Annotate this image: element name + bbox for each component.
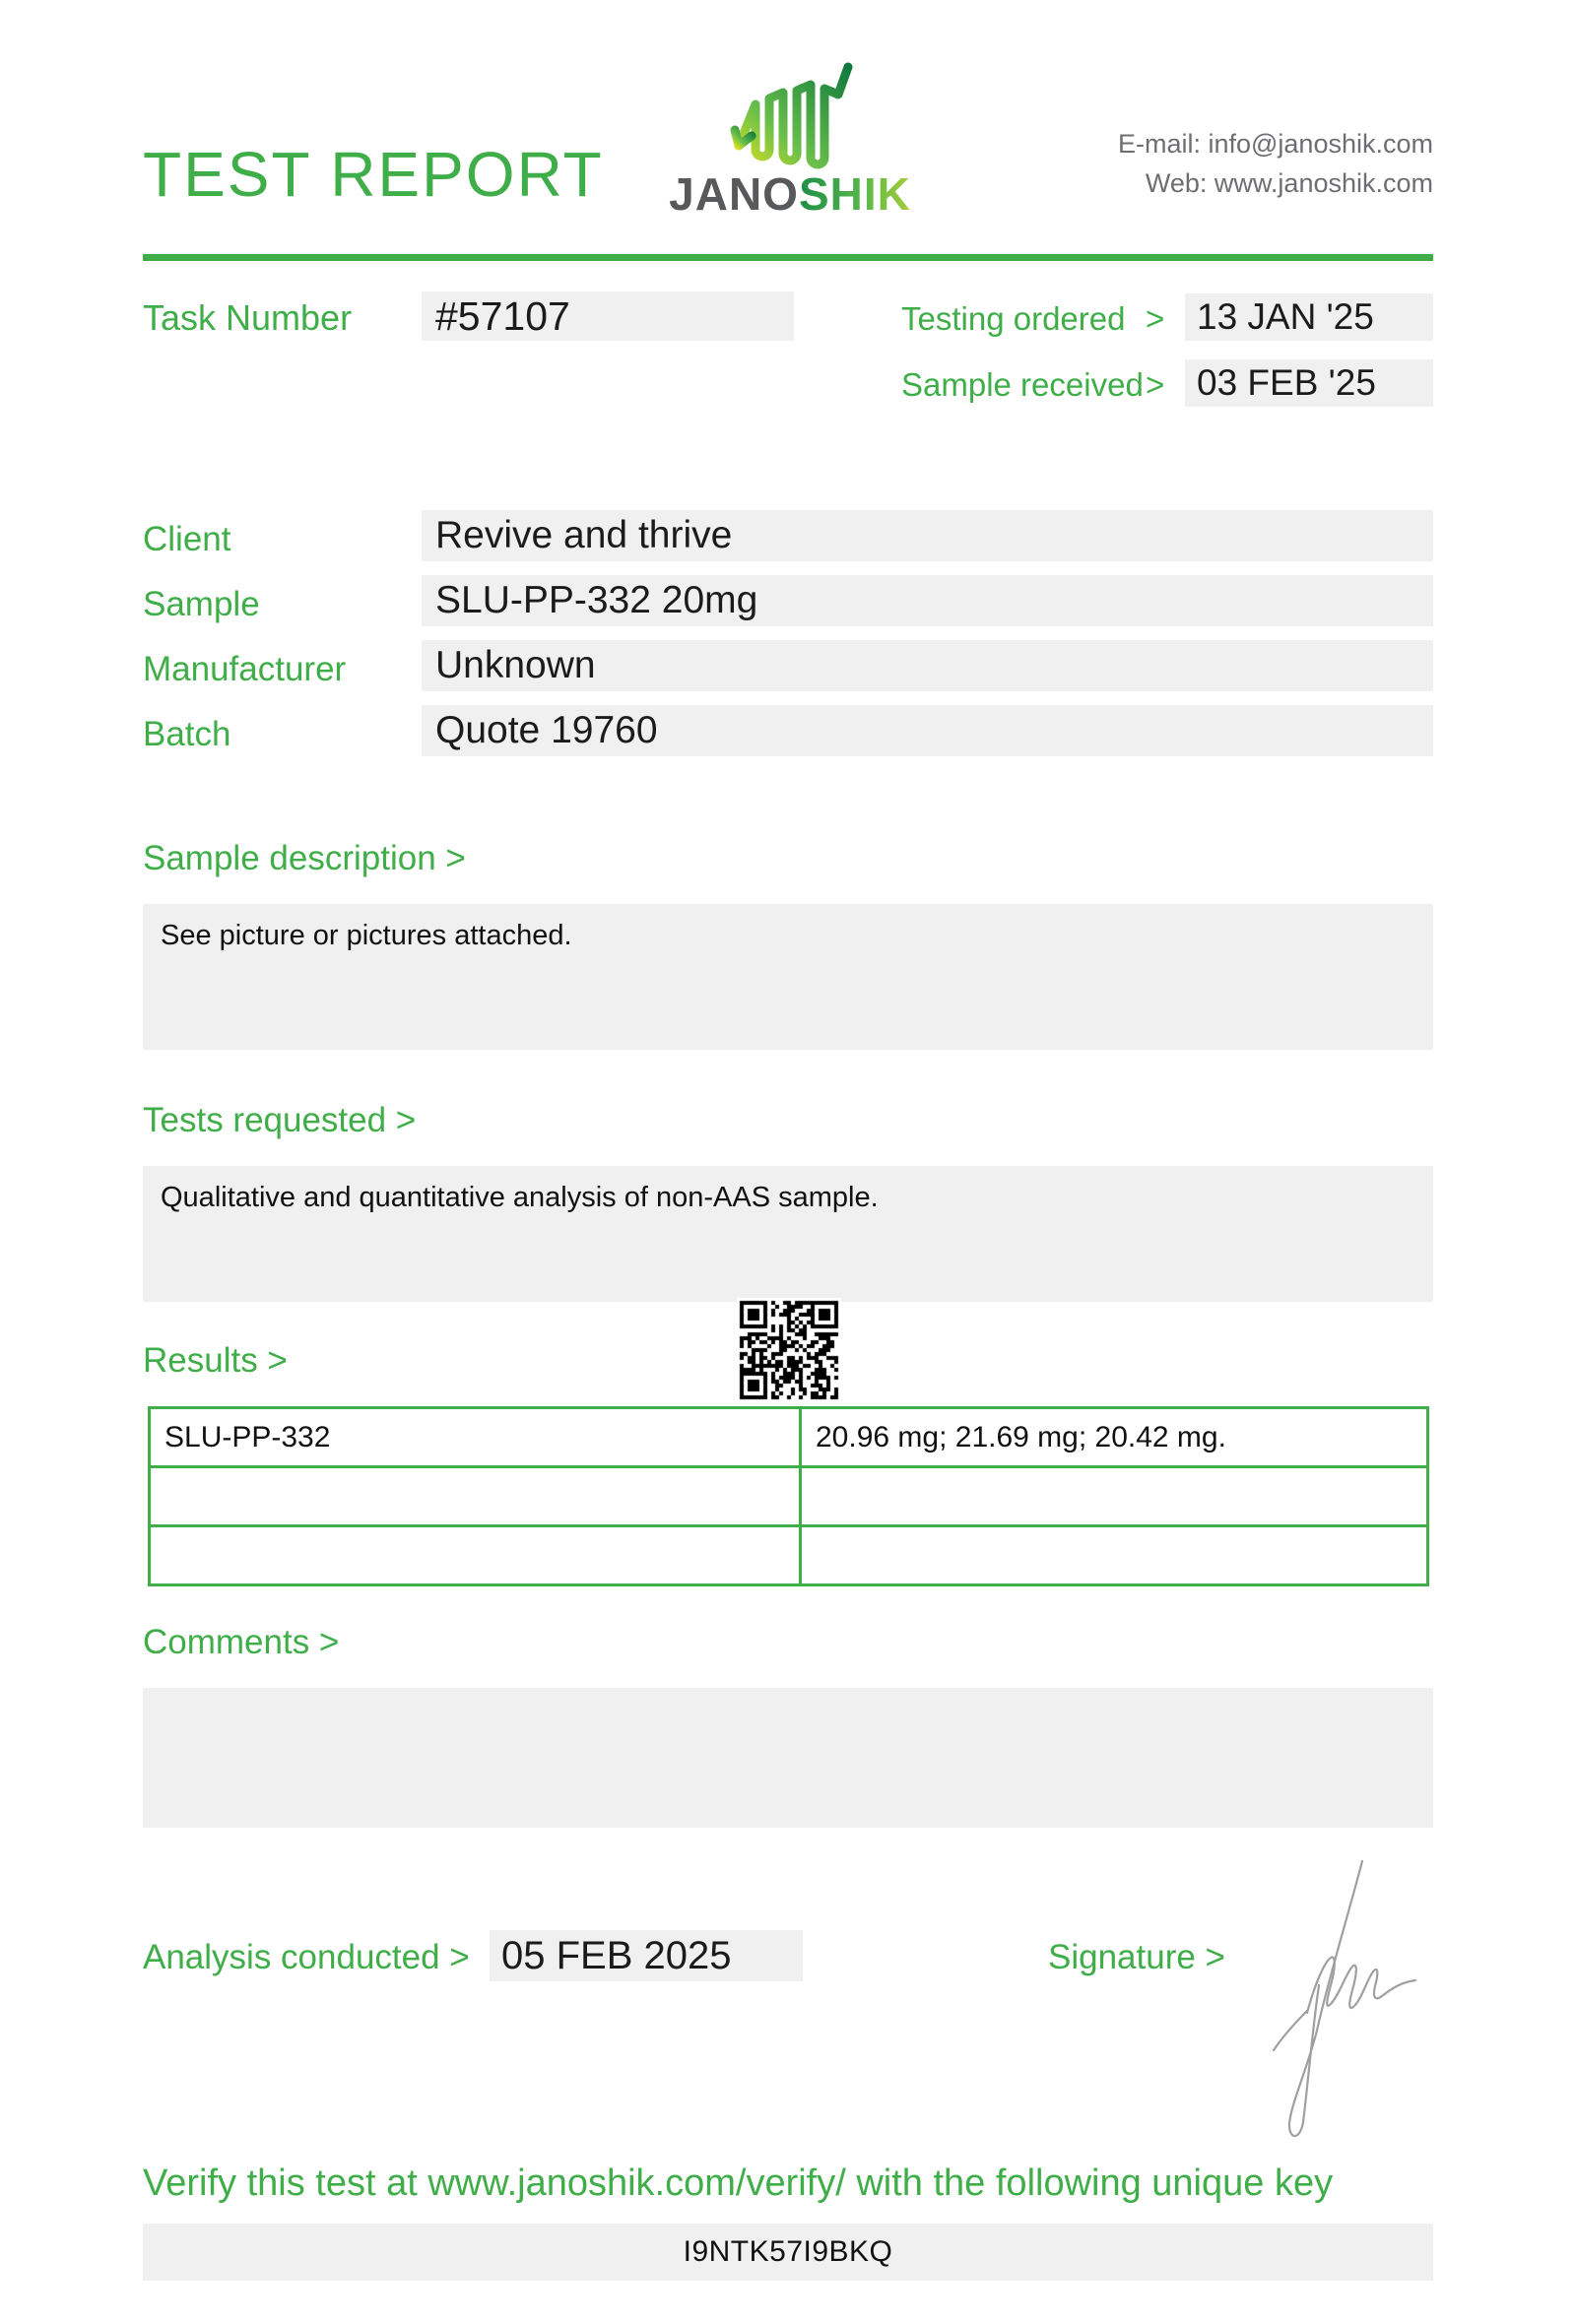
- testing-ordered-value: 13 JAN '25: [1197, 296, 1374, 337]
- comments-box: [143, 1688, 1433, 1828]
- client-label: Client: [143, 520, 231, 558]
- page-title: TEST REPORT: [143, 139, 604, 210]
- result-value-cell: 20.96 mg; 21.69 mg; 20.42 mg.: [801, 1408, 1428, 1467]
- result-name-cell: [150, 1467, 801, 1526]
- logo-wordmark: [662, 167, 918, 221]
- header-divider: [143, 254, 1433, 261]
- signature-scribble-icon: [1266, 1855, 1423, 2151]
- comments-heading: Comments >: [143, 1623, 340, 1661]
- results-heading: Results >: [143, 1341, 288, 1380]
- logo: [722, 55, 856, 171]
- analysis-date-value: 05 FEB 2025: [501, 1933, 732, 1977]
- batch-label: Batch: [143, 715, 231, 753]
- testing-ordered-arrow: >: [1146, 300, 1165, 337]
- testing-ordered-label: Testing ordered: [901, 300, 1126, 337]
- task-number-value-box: [422, 291, 794, 341]
- manufacturer-value-box: [422, 640, 1433, 691]
- verify-text: Verify this test at www.janoshik.com/verify/ with the following unique key: [143, 2163, 1334, 2204]
- sample-description-box: [143, 904, 1433, 1050]
- contact-email: E-mail: info@janoshik.com: [1117, 129, 1433, 159]
- result-value-cell: [801, 1467, 1428, 1526]
- logo-shik-text: SHIK: [798, 168, 911, 220]
- sample-received-arrow: >: [1146, 366, 1165, 403]
- sample-received-value: 03 FEB '25: [1197, 362, 1376, 403]
- analysis-date-box: [490, 1930, 803, 1981]
- manufacturer-label: Manufacturer: [143, 650, 347, 688]
- unique-key-value: I9NTK57I9BKQ: [683, 2235, 893, 2268]
- task-number-value: #57107: [435, 292, 570, 339]
- sample-received-label: Sample received: [901, 366, 1144, 403]
- logo-jano-text: JANO: [669, 168, 799, 220]
- sample-description-text: See picture or pictures attached.: [161, 920, 572, 951]
- sample-value: SLU-PP-332 20mg: [435, 579, 758, 621]
- qr-code: [737, 1298, 841, 1402]
- contact-web: Web: www.janoshik.com: [1145, 168, 1433, 198]
- table-row: [150, 1526, 1428, 1585]
- contact-block: [1118, 124, 1433, 203]
- sample-label: Sample: [143, 585, 260, 623]
- client-value: Revive and thrive: [435, 514, 733, 556]
- signature-label: Signature >: [1048, 1938, 1225, 1976]
- result-name-cell: [150, 1526, 801, 1585]
- analysis-conducted-label: Analysis conducted >: [143, 1938, 470, 1976]
- sample-received-value-box: [1185, 359, 1433, 407]
- client-value-box: [422, 510, 1433, 561]
- table-row: [150, 1467, 1428, 1526]
- batch-value: Quote 19760: [435, 709, 658, 751]
- result-value-cell: [801, 1526, 1428, 1585]
- tests-requested-heading: Tests requested >: [143, 1101, 417, 1139]
- results-table: [148, 1406, 1429, 1586]
- result-name-cell: SLU-PP-332: [150, 1408, 801, 1467]
- tests-requested-text: Qualitative and quantitative analysis of non-AAS sample.: [161, 1182, 879, 1213]
- sample-value-box: [422, 575, 1433, 626]
- signature: [1266, 1855, 1423, 2151]
- unique-key-box: [143, 2224, 1433, 2281]
- table-row: [150, 1408, 1428, 1467]
- sample-description-heading: Sample description >: [143, 839, 466, 877]
- comments-text: [143, 1688, 1433, 1719]
- tests-requested-box: [143, 1166, 1433, 1302]
- growth-chart-icon: [722, 55, 856, 171]
- manufacturer-value: Unknown: [435, 644, 596, 686]
- testing-ordered-value-box: [1185, 293, 1433, 341]
- batch-value-box: [422, 705, 1433, 756]
- task-number-label: Task Number: [143, 297, 353, 338]
